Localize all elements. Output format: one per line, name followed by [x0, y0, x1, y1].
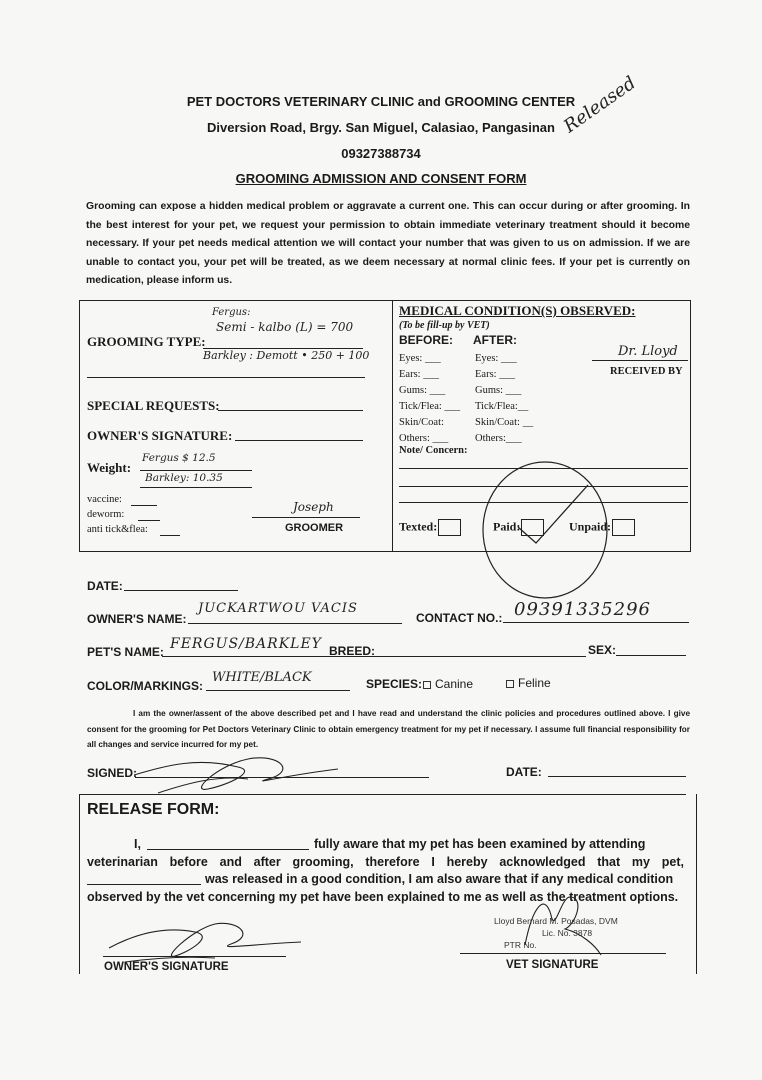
after-tick: Tick/Flea:__ [475, 401, 529, 412]
vet-signature-label: VET SIGNATURE [506, 959, 599, 971]
clinic-phone: 09327388734 [341, 146, 421, 161]
special-requests-label: SPECIAL REQUESTS: [87, 398, 220, 413]
groomer-label: GROOMER [285, 522, 344, 534]
before-skin: Skin/Coat: [399, 417, 444, 428]
weight-line2: Barkley: 10.35 [145, 472, 223, 484]
species-canine[interactable] [423, 677, 473, 691]
owner-name-value: JUCKARTWOU VACIS [198, 601, 358, 616]
release-left-border [79, 794, 80, 974]
owner-name-label: OWNER'S NAME: [87, 612, 187, 626]
weight-line1: Fergus $ 12.5 [142, 452, 216, 464]
after-gums: Gums: ___ [475, 385, 522, 396]
medical-subtitle: (To be fill-up by VET) [399, 320, 490, 331]
consent-date-label: DATE: [506, 765, 542, 779]
texted-checkbox[interactable] [438, 519, 461, 536]
owner-signature-label: OWNER'S SIGNATURE: [87, 428, 233, 443]
special-requests-field[interactable] [218, 410, 363, 411]
release-line1-text: fully aware that my pet has been examined by attending [314, 837, 646, 851]
before-tick: Tick/Flea: ___ [399, 401, 461, 412]
vet-signature-line [460, 953, 666, 954]
consent-date-field[interactable] [548, 776, 686, 777]
before-gums: Gums: ___ [399, 385, 446, 396]
texted-field[interactable] [399, 519, 461, 536]
grooming-type-line3: Barkley : Demott • 250 + 100 [203, 349, 370, 362]
deworm-label: deworm: [87, 509, 125, 520]
clinic-name: PET DOCTORS VETERINARY CLINIC and GROOMING CENTER [186, 94, 576, 109]
release-pet-name-field[interactable] [87, 884, 201, 885]
owner-signature-field[interactable] [235, 440, 363, 441]
received-by-name: Dr. Lloyd [618, 344, 678, 359]
vaccine-field[interactable] [131, 505, 157, 506]
feline-label: Feline [518, 676, 551, 690]
after-eyes: Eyes: ___ [475, 353, 517, 364]
owner-name-field[interactable] [188, 623, 402, 624]
contact-label: CONTACT NO.: [416, 611, 503, 625]
groomer-name: Joseph [293, 500, 334, 514]
species-feline[interactable] [506, 676, 551, 690]
stamp-name: Lloyd Bernard M. Posadas, DVM [494, 916, 618, 926]
contact-value: 09391335296 [514, 599, 651, 620]
signed-label: SIGNED: [87, 766, 138, 780]
breed-label: BREED: [329, 644, 376, 658]
date-label: DATE: [87, 579, 123, 593]
after-ears: Ears: ___ [475, 369, 515, 380]
after-skin: Skin/Coat: __ [475, 417, 534, 428]
groomer-signature-line [252, 517, 360, 518]
canine-label: Canine [435, 677, 474, 691]
sex-label: SEX: [588, 643, 617, 657]
after-list [475, 351, 533, 447]
intro-text: Grooming can expose a hidden medical problem or aggravate a current one. This can occur during or after grooming. In the best interest for your pet, we request your permission to obtain immediate veterinary treatment should it become necessary. If your pet needs medical attention we will contact your number that was given to us on admission. If we are unable to contact you, your pet will be treated, as we deem necessary at normal clinic fees. If your pet is currently on medication, please inform us. [86, 201, 690, 286]
weight-underline-2 [140, 487, 252, 488]
grooming-type-line2: Semi - kalbo (L) = 700 [216, 320, 354, 334]
pet-name-value: FERGUS/BARKLEY [170, 636, 322, 652]
anti-tick-label: anti tick&flea: [87, 524, 148, 535]
release-owner-name-field[interactable] [147, 849, 309, 850]
release-line-1 [87, 836, 684, 854]
sex-field[interactable] [616, 655, 686, 656]
note-label: Note/ Concern: [399, 445, 468, 456]
grooming-type-label: GROOMING TYPE: [87, 334, 206, 349]
species-label: SPECIES: [366, 677, 423, 691]
canine-checkbox[interactable] [423, 681, 431, 689]
form-title: GROOMING ADMISSION AND CONSENT FORM [235, 171, 527, 186]
before-list [399, 351, 460, 447]
received-by-label: RECEIVED BY [610, 366, 683, 377]
release-i: I, [134, 837, 141, 851]
owner-signature-release-line [103, 956, 286, 957]
date-field[interactable] [124, 590, 238, 591]
clinic-address: Diversion Road, Brgy. San Miguel, Calasiao, Pangasinan [207, 120, 555, 135]
received-by-line [592, 360, 688, 361]
stamp-ptr: PTR No. [504, 940, 537, 950]
after-label: AFTER: [473, 333, 517, 347]
release-line3-text: was released in a good condition, I am also aware that if any medical condition [205, 872, 674, 886]
grooming-type-line1: Fergus: [212, 307, 251, 318]
released-note: Released [560, 72, 640, 138]
before-label: BEFORE: [399, 333, 453, 347]
before-others: Others: ___ [399, 433, 449, 444]
before-eyes: Eyes: ___ [399, 353, 441, 364]
consent-text: I am the owner/assent of the above described pet and I have read and understand the clinic policies and procedures outlined above. I give consent for the grooming for Pet Doctors Veterinary Clinic to obtain emergency treatment for my pet if necessary. I assume full financial responsibility for all changes and service incurred for my pet. [87, 709, 690, 749]
deworm-field[interactable] [138, 520, 160, 521]
weight-label: Weight: [87, 460, 132, 475]
payment-circle-scribble [470, 455, 620, 605]
feline-checkbox[interactable] [506, 680, 514, 688]
weight-underline [140, 470, 252, 471]
grooming-type-extra-line [87, 377, 365, 378]
anti-tick-field[interactable] [160, 535, 180, 536]
release-right-border [696, 794, 697, 974]
after-others: Others:___ [475, 433, 522, 444]
release-top-border [79, 794, 686, 796]
release-line-4: observed by the vet concerning my pet have been explained to me as well as the treatment options. [87, 889, 679, 904]
grooming-type-underline [203, 348, 363, 349]
release-title: RELEASE FORM: [87, 801, 220, 818]
contact-field[interactable] [503, 622, 689, 623]
before-ears: Ears: ___ [399, 369, 439, 380]
paid-label: Paid: [493, 519, 521, 534]
release-line-2: veterinarian before and after grooming, therefore I hereby acknowledged that my pet, [87, 854, 684, 869]
pet-name-label: PET'S NAME: [87, 645, 164, 659]
medical-title: MEDICAL CONDITION(S) OBSERVED: [399, 303, 636, 318]
owner-signature-scribble [128, 745, 348, 800]
texted-label: Texted: [399, 519, 438, 534]
vaccine-label: vaccine: [87, 494, 122, 505]
table-divider [392, 300, 393, 551]
color-value: WHITE/BLACK [212, 670, 312, 685]
stamp-lic: Lic. No. 3878 [542, 928, 593, 938]
release-owner-signature-label: OWNER'S SIGNATURE [104, 961, 229, 973]
unpaid-label: Unpaid: [569, 519, 612, 534]
color-field[interactable] [206, 690, 350, 691]
color-label: COLOR/MARKINGS: [87, 679, 203, 693]
